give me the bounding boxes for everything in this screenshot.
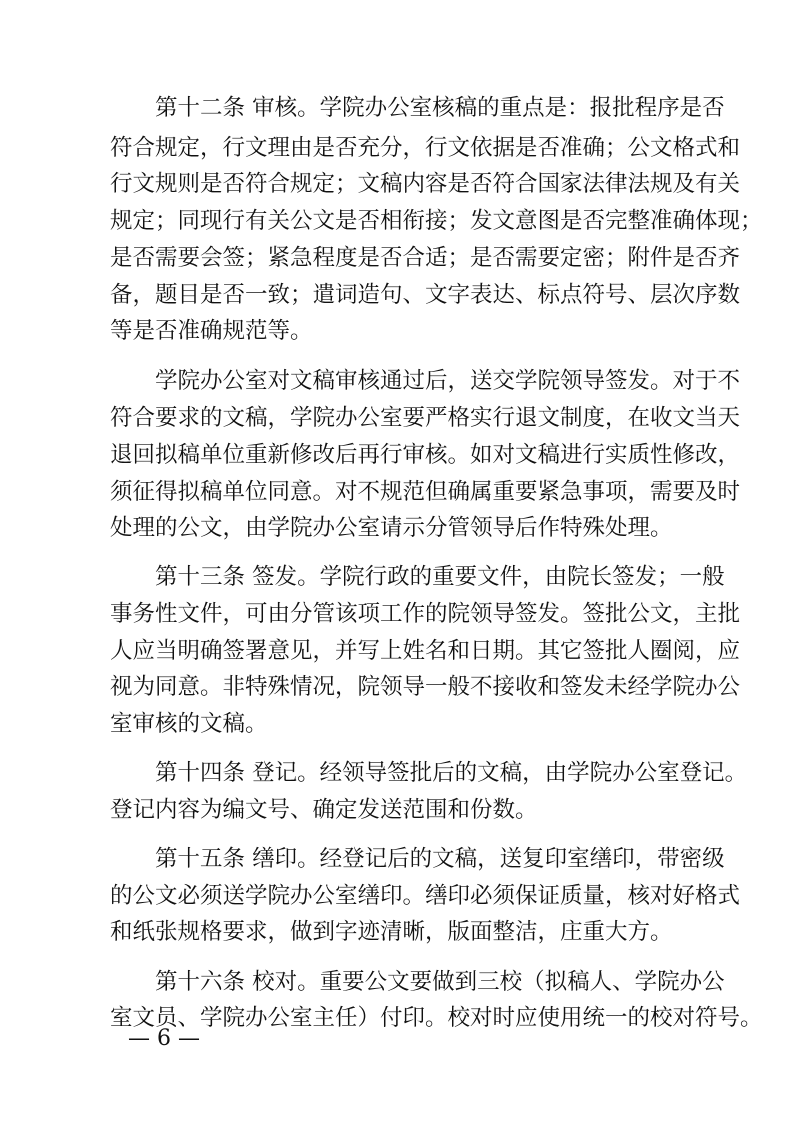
text-line: 事务性文件，可由分管该项工作的院领导签发。签批公文，主批 bbox=[110, 601, 741, 627]
text-line: 室文员、学院办公室主任）付印。校对时应使用统一的校对符号。 bbox=[110, 1005, 763, 1031]
text-line: 须征得拟稿单位同意。对不规范但确属重要紧急事项，需要及时 bbox=[110, 479, 741, 505]
text-line: 符合规定，行文理由是否充分，行文依据是否准确；公文格式和 bbox=[110, 135, 741, 161]
text-line: 第十二条 审核。学院办公室核稿的重点是：报批程序是否 bbox=[110, 95, 725, 121]
page-number: — 6 — bbox=[128, 1026, 200, 1051]
text-line: 视为同意。非特殊情况，院领导一般不接收和签发未经学院办公 bbox=[110, 674, 741, 700]
text-line: 登记内容为编文号、确定发送范围和份数。 bbox=[110, 797, 538, 823]
text-line: 规定；同现行有关公文是否相衔接；发文意图是否完整准确体现； bbox=[110, 208, 763, 234]
text-line: 备，题目是否一致；遣词造句、文字表达、标点符号、层次序数 bbox=[110, 282, 741, 308]
text-line: 处理的公文，由学院办公室请示分管领导后作特殊处理。 bbox=[110, 515, 673, 541]
text-line: 退回拟稿单位重新修改后再行审核。如对文稿进行实质性修改， bbox=[110, 442, 741, 468]
text-line: 第十五条 缮印。经登记后的文稿，送复印室缮印，带密级 bbox=[110, 846, 725, 872]
text-line: 人应当明确签署意见，并写上姓名和日期。其它签批人圈阅，应 bbox=[110, 638, 741, 664]
text-line: 学院办公室对文稿审核通过后，送交学院领导签发。对于不 bbox=[110, 368, 741, 394]
text-line: 室审核的文稿。 bbox=[110, 711, 268, 737]
text-line: 是否需要会签；紧急程度是否合适；是否需要定密；附件是否齐 bbox=[110, 245, 741, 271]
text-line: 的公文必须送学院办公室缮印。缮印必须保证质量，核对好格式 bbox=[110, 883, 741, 909]
text-line: 和纸张规格要求，做到字迹清晰，版面整洁，庄重大方。 bbox=[110, 919, 673, 945]
text-line: 等是否准确规范等。 bbox=[110, 318, 313, 344]
text-line: 行文规则是否符合规定；文稿内容是否符合国家法律法规及有关 bbox=[110, 171, 741, 197]
text-line: 符合要求的文稿，学院办公室要严格实行退文制度，在收文当天 bbox=[110, 405, 741, 431]
text-line: 第十六条 校对。重要公文要做到三校（拟稿人、学院办公 bbox=[110, 969, 725, 995]
text-line: 第十四条 登记。经领导签批后的文稿，由学院办公室登记。 bbox=[110, 760, 748, 786]
text-line: 第十三条 签发。学院行政的重要文件，由院长签发；一般 bbox=[110, 564, 725, 590]
